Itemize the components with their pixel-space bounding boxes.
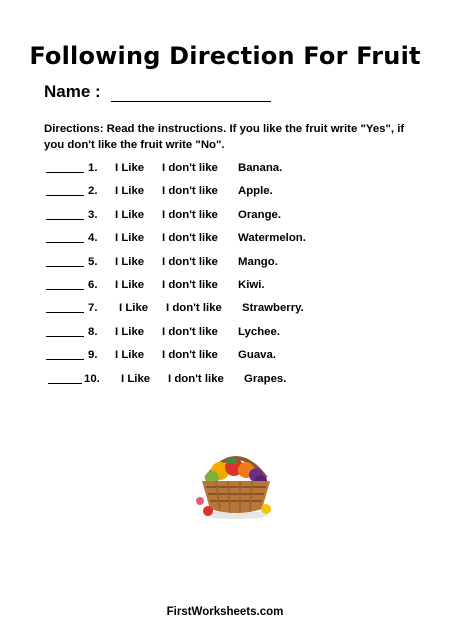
list-item [44,209,424,232]
answer-blank[interactable] [46,302,84,316]
answer-blank[interactable] [46,256,84,270]
fruit-basket-icon [186,423,286,523]
answer-blank[interactable] [46,279,84,293]
item-number: 3. [88,208,98,221]
like-option[interactable]: I Like [115,255,145,268]
name-row [44,82,271,102]
item-number: 9. [88,349,98,362]
like-option[interactable]: I Like [115,162,145,174]
item-number: 4. [88,232,98,245]
like-option[interactable]: I Like [119,302,149,315]
fruit-name: Orange. [238,208,282,221]
answer-blank[interactable] [46,232,84,246]
name-label: Name : [44,82,101,101]
item-number: 1. [88,162,98,174]
worksheet-title: Following Direction For Fruit [29,42,421,70]
like-option[interactable]: I Like [115,232,145,245]
list-item [44,326,424,349]
list-item [44,232,424,255]
answer-blank[interactable] [48,373,82,387]
fruit-name: Watermelon. [238,232,306,245]
dislike-option[interactable]: I don't like [162,325,218,338]
like-option[interactable]: I Like [121,372,151,385]
fruit-name: Apple. [238,185,273,198]
item-number: 6. [88,278,98,291]
like-option[interactable]: I Like [115,185,145,198]
item-number: 8. [88,325,98,338]
fruit-name: Grapes. [244,372,287,385]
answer-blank[interactable] [46,326,84,340]
like-option[interactable]: I Like [115,325,145,338]
dislike-option[interactable]: I don't like [168,372,224,385]
fruit-name: Banana. [238,162,283,174]
dislike-option[interactable]: I don't like [166,302,222,315]
like-option[interactable]: I Like [115,349,145,362]
like-option[interactable]: I Like [115,278,145,291]
question-list [44,162,424,396]
list-item [44,349,424,372]
dislike-option[interactable]: I don't like [162,349,218,362]
fruit-name: Kiwi. [238,278,265,291]
dislike-option[interactable]: I don't like [162,278,218,291]
item-number: 5. [88,255,98,268]
list-item [44,302,424,325]
footer-brand: FirstWorksheets.com [166,606,284,618]
answer-blank[interactable] [46,162,84,176]
dislike-option[interactable]: I don't like [162,162,218,174]
fruit-name: Strawberry. [242,302,304,315]
dislike-option[interactable]: I don't like [162,255,218,268]
fruit-name: Mango. [238,255,278,268]
dislike-option[interactable]: I don't like [162,185,218,198]
like-option[interactable]: I Like [115,208,145,221]
list-item [44,185,424,208]
item-number: 2. [88,185,98,198]
item-number: 10. [84,372,100,385]
name-field[interactable] [111,87,271,102]
answer-blank[interactable] [46,185,84,199]
directions-text: Directions: Read the instructions. If you like the fruit write "Yes", if you don't like the fruit write "No". [44,123,405,151]
answer-blank[interactable] [46,349,84,363]
dislike-option[interactable]: I don't like [162,232,218,245]
list-item [44,162,424,185]
list-item [44,256,424,279]
fruit-name: Guava. [238,349,276,362]
answer-blank[interactable] [46,209,84,223]
list-item [44,279,424,302]
item-number: 7. [88,302,98,315]
dislike-option[interactable]: I don't like [162,208,218,221]
list-item [44,373,424,396]
fruit-name: Lychee. [238,325,280,338]
